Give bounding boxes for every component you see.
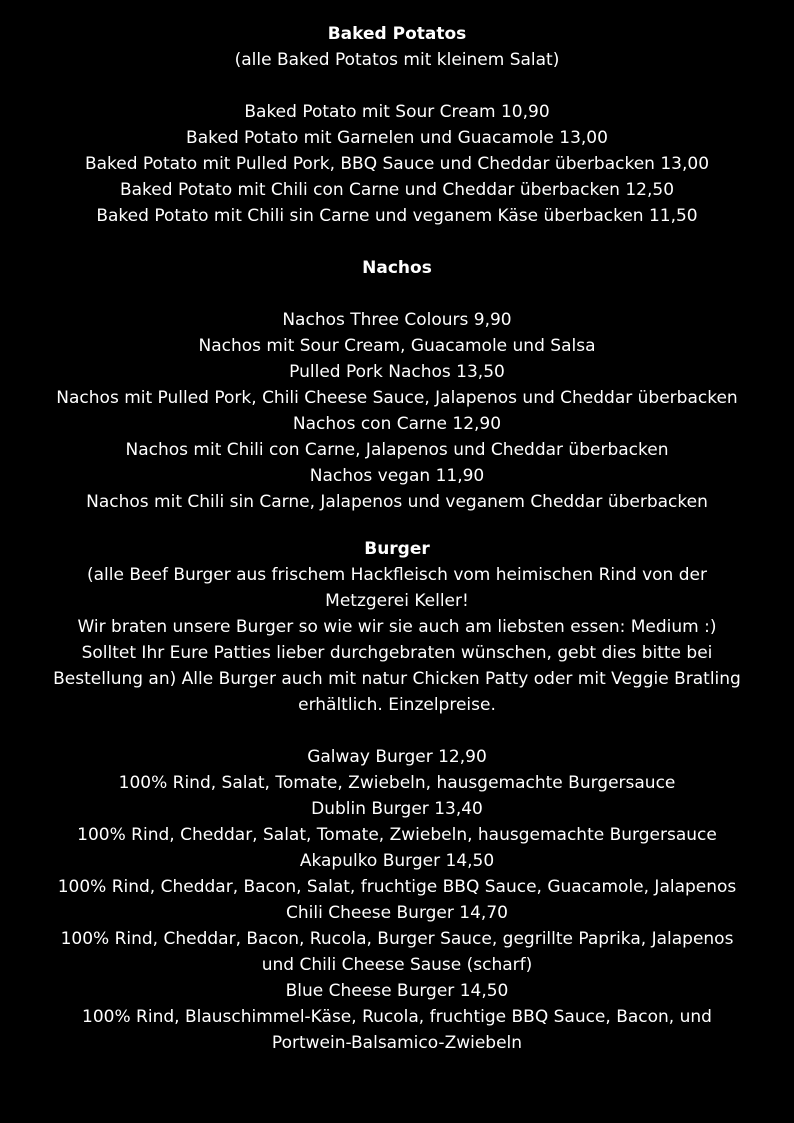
menu-item: Baked Potato mit Chili sin Carne und veganem Käse überbacken 11,50	[96, 206, 698, 226]
menu-item-name: Blue Cheese Burger 14,50	[285, 981, 509, 1001]
menu-item: Baked Potato mit Garnelen und Guacamole 13,00	[186, 128, 608, 148]
nachos-heading: Nachos	[362, 258, 432, 278]
burger-intro-line: Bestellung an) Alle Burger auch mit natur Chicken Patty oder mit Veggie Bratling	[53, 669, 741, 689]
menu-item-name: Nachos vegan 11,90	[309, 466, 485, 486]
menu-item-name: Chili Cheese Burger 14,70	[286, 903, 508, 923]
menu-item-description: 100% Rind, Cheddar, Bacon, Rucola, Burger Sauce, gegrillte Paprika, Jalapenos	[60, 929, 734, 949]
menu-item-name: Akapulko Burger 14,50	[299, 851, 495, 871]
menu-item: Baked Potato mit Pulled Pork, BBQ Sauce und Cheddar überbacken 13,00	[84, 154, 710, 174]
menu-item-description: Nachos mit Chili sin Carne, Jalapenos und veganem Cheddar überbacken	[86, 492, 708, 512]
burger-intro	[0, 562, 794, 718]
menu-item-name: Nachos con Carne 12,90	[292, 414, 502, 434]
menu-page	[0, 21, 794, 1056]
menu-item-description: Portwein-Balsamico-Zwiebeln	[271, 1033, 523, 1053]
menu-item-description: und Chili Cheese Sause (scharf)	[261, 955, 533, 975]
menu-item: Baked Potato mit Sour Cream 10,90	[244, 102, 550, 122]
menu-item-name: Galway Burger 12,90	[307, 747, 487, 767]
burger-intro-line: Solltet Ihr Eure Patties lieber durchgebraten wünschen, gebt dies bitte bei	[81, 643, 713, 663]
baked-potatos-subtitle: (alle Baked Potatos mit kleinem Salat)	[234, 50, 560, 70]
menu-item: Baked Potato mit Chili con Carne und Cheddar überbacken 12,50	[119, 180, 675, 200]
burger-heading: Burger	[364, 539, 430, 559]
menu-item-description: 100% Rind, Cheddar, Bacon, Salat, fruchtige BBQ Sauce, Guacamole, Jalapenos	[57, 877, 737, 897]
burger-intro-line: Metzgerei Keller!	[325, 591, 469, 611]
menu-item-description: Nachos mit Sour Cream, Guacamole und Salsa	[198, 336, 596, 356]
menu-item-description: Nachos mit Chili con Carne, Jalapenos und Cheddar überbacken	[125, 440, 669, 460]
baked-potatos-heading: Baked Potatos	[327, 24, 467, 44]
burger-intro-line: Wir braten unsere Burger so wie wir sie auch am liebsten essen: Medium :)	[77, 617, 717, 637]
menu-item-description: 100% Rind, Blauschimmel-Käse, Rucola, fruchtige BBQ Sauce, Bacon, und	[82, 1007, 712, 1027]
burger-intro-line: erhältlich. Einzelpreise.	[298, 695, 496, 715]
menu-item-name: Dublin Burger 13,40	[311, 799, 483, 819]
menu-item-name: Pulled Pork Nachos 13,50	[289, 362, 505, 382]
burger-intro-line: (alle Beef Burger aus frischem Hackfleisch vom heimischen Rind von der	[87, 565, 707, 585]
menu-item-description: Nachos mit Pulled Pork, Chili Cheese Sauce, Jalapenos und Cheddar überbacken	[56, 388, 738, 408]
menu-item-description: 100% Rind, Salat, Tomate, Zwiebeln, hausgemachte Burgersauce	[118, 773, 676, 793]
menu-item-name: Nachos Three Colours 9,90	[282, 310, 512, 330]
menu-item-description: 100% Rind, Cheddar, Salat, Tomate, Zwiebeln, hausgemachte Burgersauce	[77, 825, 717, 845]
